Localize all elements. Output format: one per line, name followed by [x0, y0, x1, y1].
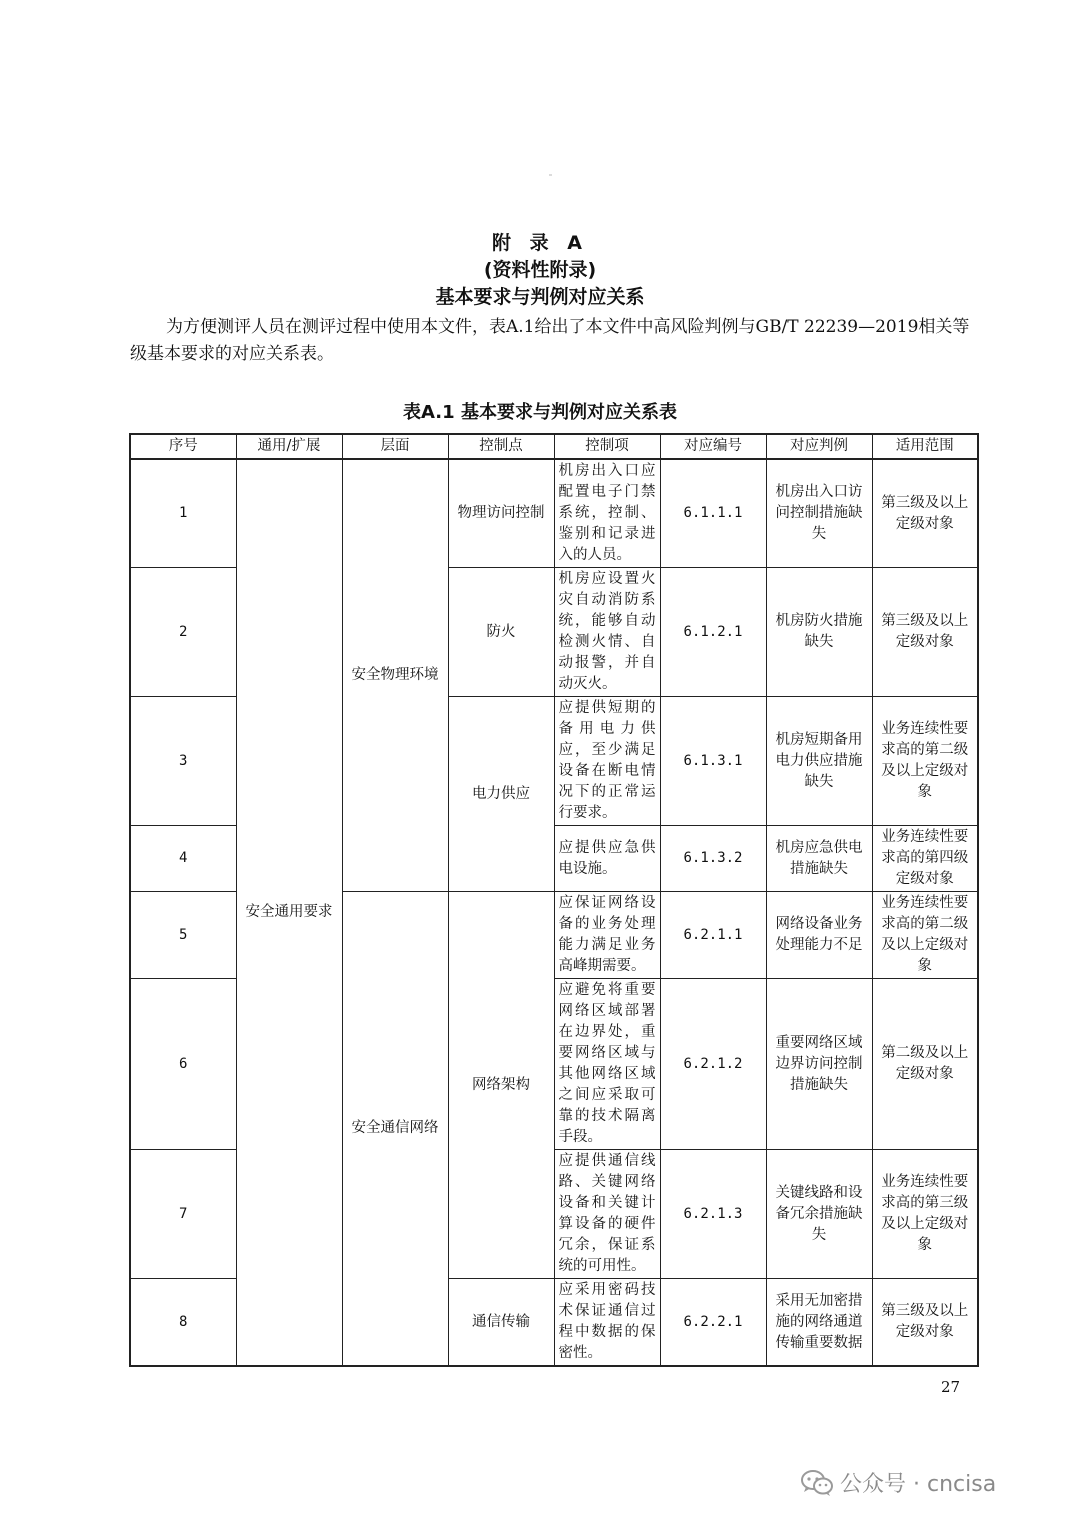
control-item-cell: 应采用密码技术保证通信过程中数据的保密性。: [554, 1279, 660, 1367]
scope-cell: 业务连续性要求高的第三级及以上定级对象: [872, 1150, 978, 1279]
control-point-cell: 物理访问控制: [448, 459, 554, 568]
code-cell: 6.2.2.1: [660, 1279, 766, 1367]
row-number: 4: [130, 826, 236, 892]
header-layer: 层面: [342, 434, 448, 459]
code-cell: 6.2.1.1: [660, 892, 766, 979]
page-number: 27: [941, 1378, 961, 1396]
row-number: 6: [130, 979, 236, 1150]
row-number: 8: [130, 1279, 236, 1367]
row-number: 3: [130, 697, 236, 826]
table-caption: 表A.1 基本要求与判例对应关系表: [403, 402, 677, 423]
case-cell: 网络设备业务处理能力不足: [766, 892, 872, 979]
header-code: 对应编号: [660, 434, 766, 459]
control-point-cell: 电力供应: [448, 697, 554, 892]
intro-paragraph: 为方便测评人员在测评过程中使用本文件，表A.1给出了本文件中高风险判例与GB/T 22239—2019相关等级基本要求的对应关系表。: [130, 317, 970, 364]
watermark-text: 公众号 · cncisa: [840, 1472, 997, 1497]
case-cell: 机房防火措施缺失: [766, 568, 872, 697]
control-item-cell: 应保证网络设备的业务处理能力满足业务高峰期需要。: [554, 892, 660, 979]
table-header-row: [130, 434, 978, 459]
layer-physical-cell: 安全物理环境: [342, 459, 448, 892]
control-item-cell: 应避免将重要网络区域部署在边界处，重要网络区域与其他网络区域之间应采取可靠的技术隔离手段。: [554, 979, 660, 1150]
code-cell: 6.1.1.1: [660, 459, 766, 568]
row-number: 5: [130, 892, 236, 979]
control-point-cell: 通信传输: [448, 1279, 554, 1367]
case-cell: 机房短期备用电力供应措施缺失: [766, 697, 872, 826]
code-cell: 6.1.2.1: [660, 568, 766, 697]
code-cell: 6.2.1.3: [660, 1150, 766, 1279]
control-item-cell: 应提供通信线路、关键网络设备和关键计算设备的硬件冗余，保证系统的可用性。: [554, 1150, 660, 1279]
control-point-cell: 防火: [448, 568, 554, 697]
code-cell: 6.1.3.1: [660, 697, 766, 826]
header-applicability: 适用范围: [872, 434, 978, 459]
case-cell: 机房应急供电措施缺失: [766, 826, 872, 892]
scope-cell: 第三级及以上定级对象: [872, 568, 978, 697]
requirements-table: [129, 433, 979, 1367]
annex-type: (资料性附录): [483, 259, 597, 281]
table-row: [130, 459, 978, 568]
row-number: 2: [130, 568, 236, 697]
layer-network-cell: 安全通信网络: [342, 892, 448, 1367]
scope-cell: 业务连续性要求高的第二级及以上定级对象: [872, 697, 978, 826]
watermark: [800, 1467, 996, 1498]
wechat-icon: [800, 1469, 834, 1497]
scope-cell: 第三级及以上定级对象: [872, 459, 978, 568]
case-cell: 机房出入口访问控制措施缺失: [766, 459, 872, 568]
case-cell: 关键线路和设备冗余措施缺失: [766, 1150, 872, 1279]
control-item-cell: 机房应设置火灾自动消防系统，能够自动检测火情、自动报警，并自动灭火。: [554, 568, 660, 697]
header-control-item: 控制项: [554, 434, 660, 459]
scope-cell: 业务连续性要求高的第二级及以上定级对象: [872, 892, 978, 979]
general-requirements-cell: 安全通用要求: [236, 459, 342, 1366]
header-no: 序号: [130, 434, 236, 459]
case-cell: 重要网络区域边界访问控制措施缺失: [766, 979, 872, 1150]
row-number: 7: [130, 1150, 236, 1279]
scope-cell: 业务连续性要求高的第四级定级对象: [872, 826, 978, 892]
header-control-point: 控制点: [448, 434, 554, 459]
annex-title: 附 录 A: [492, 232, 588, 254]
case-cell: 采用无加密措施的网络通道传输重要数据: [766, 1279, 872, 1367]
scan-speck: [549, 174, 552, 176]
control-item-cell: 应提供应急供电设施。: [554, 826, 660, 892]
annex-subtitle: 基本要求与判例对应关系: [435, 286, 645, 308]
control-point-cell: 网络架构: [448, 892, 554, 1279]
scope-cell: 第二级及以上定级对象: [872, 979, 978, 1150]
row-number: 1: [130, 459, 236, 568]
code-cell: 6.2.1.2: [660, 979, 766, 1150]
control-item-cell: 机房出入口应配置电子门禁系统，控制、鉴别和记录进入的人员。: [554, 459, 660, 568]
control-item-cell: 应提供短期的备用电力供应，至少满足设备在断电情况下的正常运行要求。: [554, 697, 660, 826]
header-scope-type: 通用/扩展: [236, 434, 342, 459]
scope-cell: 第三级及以上定级对象: [872, 1279, 978, 1367]
code-cell: 6.1.3.2: [660, 826, 766, 892]
header-case: 对应判例: [766, 434, 872, 459]
